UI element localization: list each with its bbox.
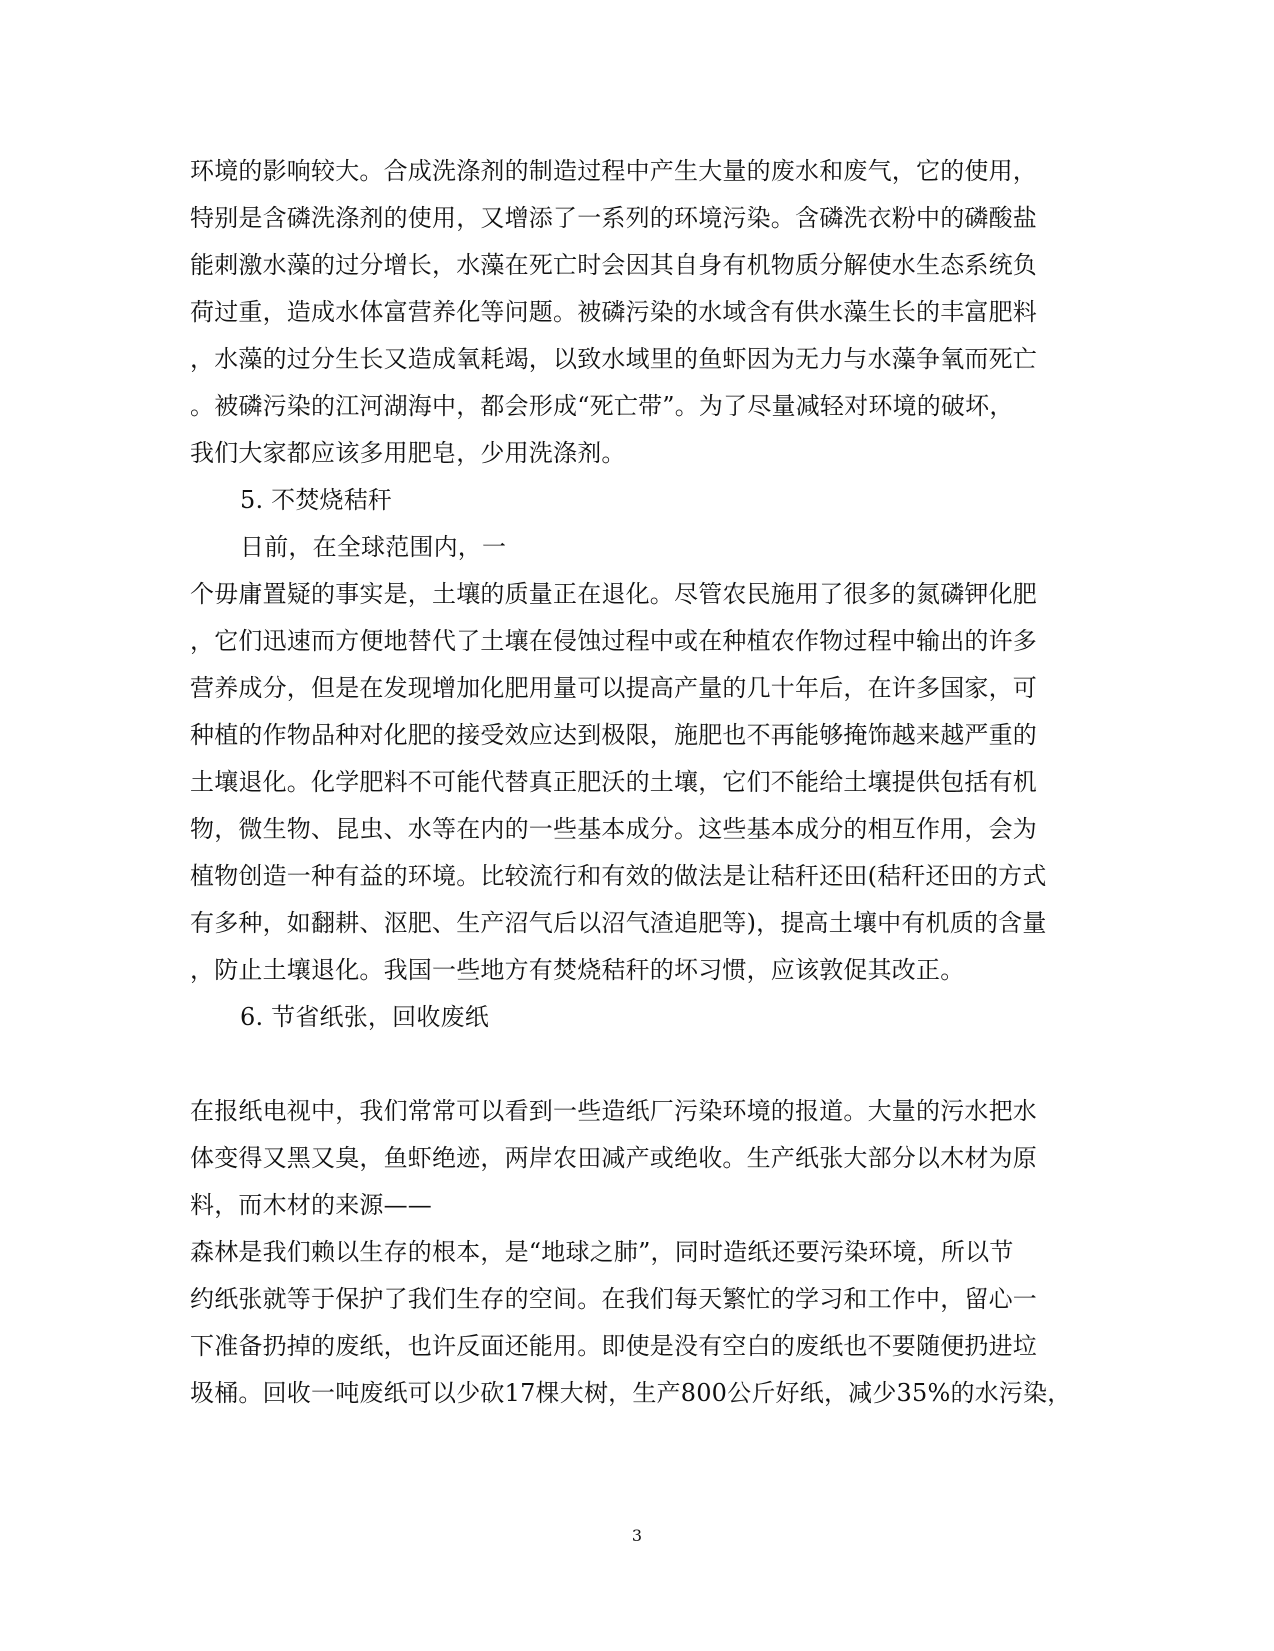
text-line: ，它们迅速而方便地替代了土壤在侵蚀过程中或在种植农作物过程中输出的许多 [190, 627, 1037, 655]
text-line: 我们大家都应该多用肥皂，少用洗涤剂。 [190, 439, 626, 467]
text-line: ，防止土壤退化。我国一些地方有焚烧秸秆的坏习惯，应该敦促其改正。 [190, 956, 965, 984]
text-line: 土壤退化。化学肥料不可能代替真正肥沃的土壤，它们不能给土壤提供包括有机 [190, 768, 1037, 796]
text-line: 圾桶。回收一吨废纸可以少砍17棵大树，生产800公斤好纸，减少35%的水污染， [190, 1379, 1072, 1407]
text-line: 荷过重，造成水体富营养化等问题。被磷污染的水域含有供水藻生长的丰富肥料 [190, 298, 1037, 326]
section-heading: 5. 不焚烧秸秆 [240, 486, 393, 514]
text-line: 在报纸电视中，我们常常可以看到一些造纸厂污染环境的报道。大量的污水把水 [190, 1097, 1037, 1125]
text-line: 下准备扔掉的废纸，也许反面还能用。即使是没有空白的废纸也不要随便扔进垃 [190, 1332, 1037, 1360]
text-line: 日前，在全球范围内，一 [240, 533, 507, 561]
text-line: 有多种，如翻耕、沤肥、生产沼气后以沼气渣追肥等)，提高土壤中有机质的含量 [190, 909, 1047, 937]
text-line: 能刺激水藻的过分增长，水藻在死亡时会因其自身有机物质分解使水生态系统负 [190, 251, 1037, 279]
text-line: 种植的作物品种对化肥的接受效应达到极限，施肥也不再能够掩饰越来越严重的 [190, 721, 1037, 749]
text-line: 森林是我们赖以生存的根本，是“地球之肺”，同时造纸还要污染环境，所以节 [190, 1238, 1014, 1266]
text-line: 环境的影响较大。合成洗涤剂的制造过程中产生大量的废水和废气，它的使用， [190, 157, 1037, 185]
text-line: 物，微生物、昆虫、水等在内的一些基本成分。这些基本成分的相互作用，会为 [190, 815, 1037, 843]
text-line: 约纸张就等于保护了我们生存的空间。在我们每天繁忙的学习和工作中，留心一 [190, 1285, 1037, 1313]
page-number: 3 [631, 1526, 643, 1545]
text-line: 。被磷污染的江河湖海中，都会形成“死亡带”。为了尽量减轻对环境的破坏， [190, 392, 1014, 420]
text-line: 个毋庸置疑的事实是，土壤的质量正在退化。尽管农民施用了很多的氮磷钾化肥 [190, 580, 1037, 608]
section-heading: 6. 节省纸张，回收废纸 [240, 1003, 489, 1031]
text-line: 料，而木材的来源—— [190, 1191, 432, 1219]
text-line: 特别是含磷洗涤剂的使用，又增添了一系列的环境污染。含磷洗衣粉中的磷酸盐 [190, 204, 1037, 232]
text-line: 植物创造一种有益的环境。比较流行和有效的做法是让秸秆还田(秸秆还田的方式 [190, 862, 1047, 890]
text-line: ，水藻的过分生长又造成氧耗竭，以致水域里的鱼虾因为无力与水藻争氧而死亡 [190, 345, 1037, 373]
text-line: 营养成分，但是在发现增加化肥用量可以提高产量的几十年后，在许多国家，可 [190, 674, 1037, 702]
text-line: 体变得又黑又臭，鱼虾绝迹，两岸农田减产或绝收。生产纸张大部分以木材为原 [190, 1144, 1037, 1172]
